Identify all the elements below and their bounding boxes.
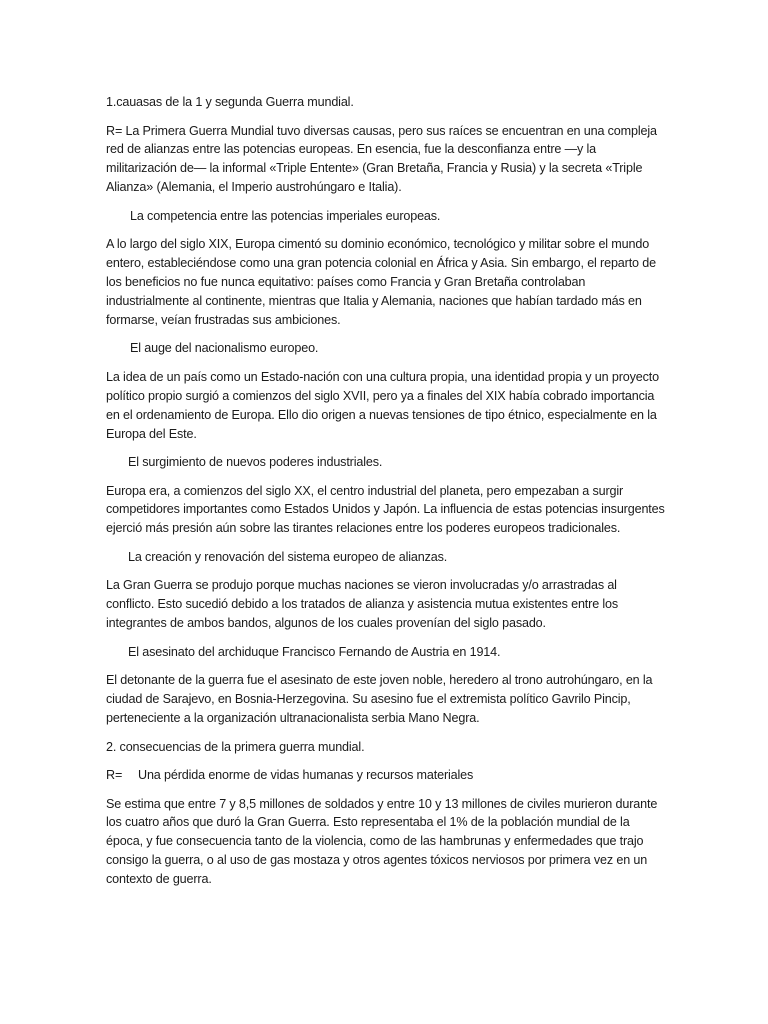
answer-2-heading: Una pérdida enorme de vidas humanas y recursos materiales (138, 768, 474, 782)
paragraph-perdida: Se estima que entre 7 y 8,5 millones de soldados y entre 10 y 13 millones de civiles murieron durante los cuatro años que duró la Gran Guerra. Esto representaba el 1% de la población mundial de la época, y fue consecuencia tanto de la violencia, como de las hambrunas y enfermedades que trajo consigo la guerra, o al uso de gas mostaza y otros agentes tóxicos nerviosos por primera vez en un contexto de guerra. (106, 796, 658, 887)
heading-alianzas: La creación y renovación del sistema europeo de alianzas. (128, 549, 448, 564)
answer-1-intro: R= La Primera Guerra Mundial tuvo diversas causas, pero sus raíces se encuentran en una compleja red de alianzas entre las potencias europeas. En esencia, fue la desconfianza entre —y la militarización de— la informal «Triple Entente» (Gran Bretaña, Francia y Rusia) y la secreta «Triple Alianza» (Alemania, el Imperio austrohúngaro e Italia). (106, 123, 657, 195)
heading-industriales: El surgimiento de nuevos poderes industriales. (128, 455, 383, 470)
paragraph-alianzas: La Gran Guerra se produjo porque muchas naciones se vieron involucradas y/o arrastradas al conflicto. Esto sucedió debido a los tratados de alianza y asistencia mutua existentes entre los integrantes de ambos bandos, algunos de los cuales provenían del siglo pasado. (106, 578, 619, 631)
paragraph-industriales: Europa era, a comienzos del siglo XX, el centro industrial del planeta, pero empezaban a surgir competidores importantes como Estados Unidos y Japón. La influencia de estas potencias insurgentes ejerció más presión aún sobre las tirantes relaciones entre los poderes europeos tradicionales. (106, 483, 665, 536)
answer-2-line (106, 766, 668, 785)
heading-competencia: La competencia entre las potencias imperiales europeas. (130, 208, 441, 223)
paragraph-nacionalismo: La idea de un país como un Estado-nación con una cultura propia, una identidad propia y un proyecto político propio surgió a comienzos del siglo XVII, pero ya a finales del XIX había cobrado importancia en el ordenamiento de Europa. Ello dio origen a nuevas tensiones de tipo étnico, especialmente en la Europa del Este. (106, 369, 659, 441)
paragraph-competencia: A lo largo del siglo XIX, Europa cimentó su dominio económico, tecnológico y militar sobre el mundo entero, estableciéndose como una gran potencia colonial en África y Asia. Sin embargo, el reparto de los beneficios no fue nunca equitativo: países como Francia y Gran Bretaña controlaban industrialmente al continente, mientras que Italia y Alemania, naciones que habían tardado más en formarse, veían frustradas sus ambiciones. (106, 237, 656, 327)
paragraph-asesinato: El detonante de la guerra fue el asesinato de este joven noble, heredero al trono autrohúngaro, en la ciudad de Sarajevo, en Bosnia-Herzegovina. Su asesino fue el extremista político Gavrilo Pincip, perteneciente a la organización ultranacionalista serbia Mano Negra. (106, 673, 653, 725)
heading-nacionalismo: El auge del nacionalismo europeo. (130, 341, 319, 356)
question-1: 1.cauasas de la 1 y segunda Guerra mundial. (106, 95, 354, 109)
question-2: 2. consecuencias de la primera guerra mundial. (106, 739, 365, 754)
heading-asesinato: El asesinato del archiduque Francisco Fernando de Austria en 1914. (128, 644, 501, 659)
answer-2-label: R= (106, 768, 123, 782)
